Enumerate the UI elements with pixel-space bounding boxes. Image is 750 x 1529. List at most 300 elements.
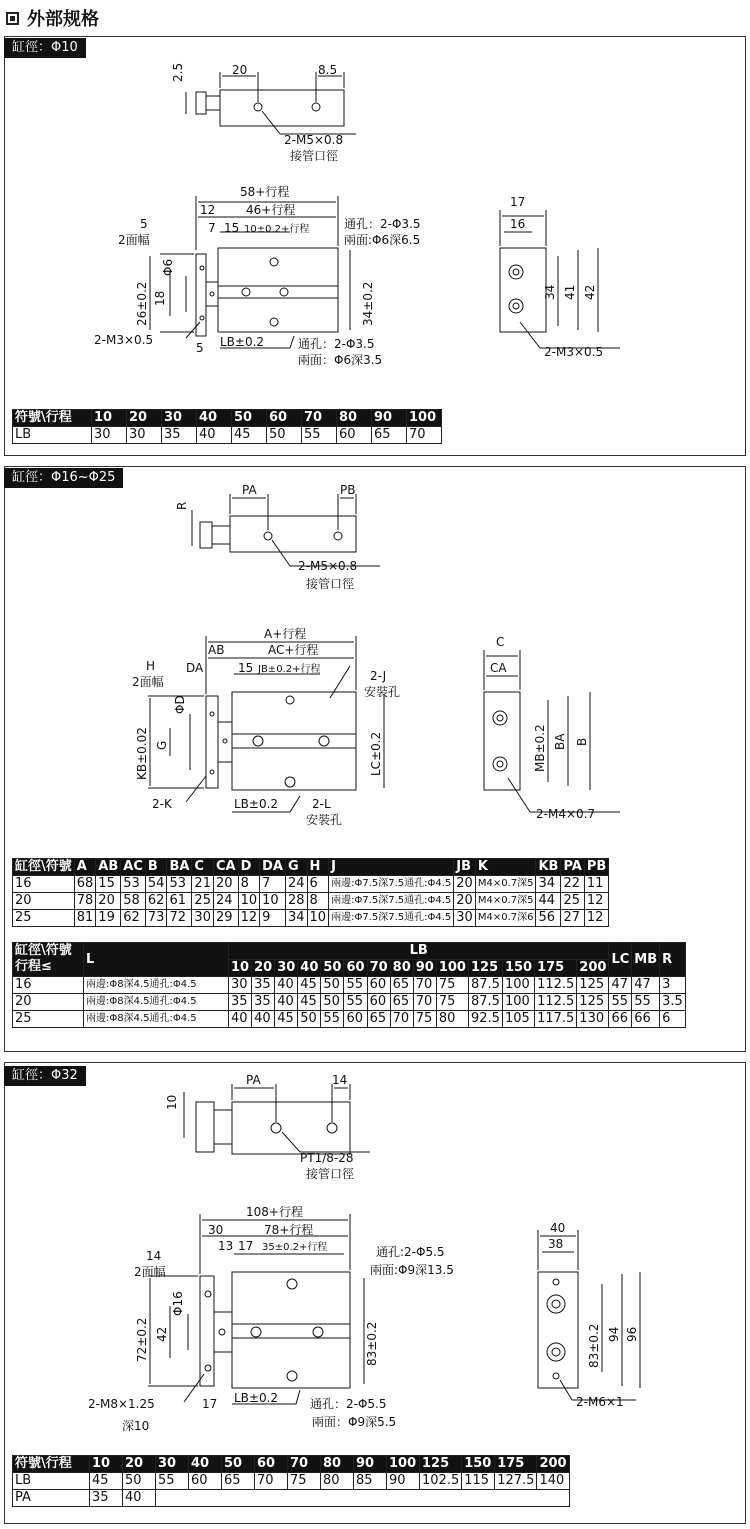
dim-30: 30 — [208, 1223, 224, 1237]
table-cell: 25 — [13, 1011, 84, 1028]
table-cell: 缸徑\符號 — [13, 859, 75, 876]
table-cell: JB — [454, 859, 476, 876]
dim-15: 15 — [238, 661, 254, 675]
table-cell: 24 — [213, 893, 238, 910]
table-phi16-25-lb — [12, 942, 686, 1028]
table-cell: 50 — [298, 1011, 321, 1028]
table-cell: 25 — [13, 910, 75, 927]
thread-m3-side-label: 2-M3×0.5 — [544, 345, 604, 359]
cylinder-body-front-view — [232, 692, 356, 790]
table-cell: 90 — [387, 1473, 420, 1490]
table-cell: 85 — [354, 1473, 387, 1490]
header-label: 行程≤ — [15, 959, 52, 974]
table-cell: 75 — [288, 1473, 321, 1490]
table-cell: J — [329, 859, 454, 876]
table-cell: 100 — [436, 960, 468, 977]
port-thread-label: PT1/8-28 — [300, 1151, 354, 1165]
table-cell: M4×0.7深6 — [475, 910, 536, 927]
table-cell: 35 — [90, 1490, 123, 1507]
table-cell: 25 — [192, 893, 214, 910]
table-cell: 54 — [145, 876, 167, 893]
table-cell: 7 — [260, 876, 286, 893]
dim-41: 41 — [563, 284, 577, 300]
dim-2-5: 2.5 — [171, 62, 185, 82]
table-cell: 24 — [285, 876, 307, 893]
dim-42: 42 — [155, 1326, 169, 1342]
thread-m6-side-label: 2-M6×1 — [576, 1395, 624, 1409]
table-cell: 20 — [96, 893, 121, 910]
table-cell: PA — [561, 859, 584, 876]
header-label: 缸徑\符號 — [15, 943, 72, 958]
table-cell: 20 — [454, 876, 476, 893]
table-cell: 22 — [561, 876, 584, 893]
table-row — [13, 1490, 570, 1507]
dim-pa: PA — [246, 1073, 261, 1087]
table-cell: 81 — [74, 910, 96, 927]
dim-r: R — [175, 501, 189, 510]
table-phi32-lb-pa — [12, 1455, 570, 1507]
dim-17b: 17 — [202, 1397, 218, 1411]
table-cell: 16 — [13, 876, 75, 893]
table-cell: 15 — [96, 876, 121, 893]
dim-10-tol-stroke: 10±0.2+行程 — [244, 224, 310, 235]
table-cell: 50 — [232, 410, 267, 427]
cylinder-body-top-view — [230, 516, 356, 552]
table-cell: 50 — [321, 977, 344, 994]
table-cell: 56 — [536, 910, 561, 927]
table-cell: 60 — [344, 960, 367, 977]
table-cell: M4×0.7深5 — [475, 893, 536, 910]
table-cell: 40 — [298, 960, 321, 977]
dim-a-stroke: A+行程 — [264, 627, 307, 641]
table-cell: 87.5 — [468, 994, 502, 1011]
dim-h: H — [146, 659, 156, 673]
table-cell: 20 — [213, 876, 238, 893]
table-cell: 70 — [390, 1011, 413, 1028]
table-cell: 兩邊:Φ8深4.5通孔:Φ4.5 — [84, 977, 229, 994]
table-cell: 70 — [367, 960, 390, 977]
table-cell: 140 — [537, 1473, 570, 1490]
port-thread-label: 2-M5×0.8 — [298, 559, 358, 573]
table-cell: 10 — [238, 893, 260, 910]
table-cell: 130 — [577, 1011, 609, 1028]
dim-lb-tol: LB±0.2 — [234, 1391, 279, 1405]
dim-42: 42 — [583, 284, 597, 300]
table-cell: 125 — [420, 1456, 462, 1473]
table-cell: 100 — [502, 977, 534, 994]
table-cell: 8 — [307, 893, 329, 910]
table-cell: 68 — [74, 876, 96, 893]
dim-g: G — [155, 740, 169, 750]
table-cell: 50 — [321, 994, 344, 1011]
dim-lc-tol: LC±0.2 — [369, 731, 383, 776]
table-cell: 20 — [13, 994, 84, 1011]
table-cell: 70 — [288, 1456, 321, 1473]
dim-20: 20 — [232, 63, 248, 77]
table-cell: 兩邊:Φ7.5深7.5通孔:Φ4.5 — [329, 910, 454, 927]
table-cell: 6 — [660, 1011, 686, 1028]
table-cell: 25 — [561, 893, 584, 910]
table-cell: 175 — [535, 960, 577, 977]
table-cell: 30 — [127, 427, 162, 444]
drawing-phi32 — [0, 1062, 750, 1462]
table-cell: H — [307, 859, 329, 876]
dim-13: 13 — [218, 1239, 234, 1253]
dim-16: 16 — [510, 217, 526, 231]
table-cell: PA — [13, 1490, 90, 1507]
table-cell: 35 — [162, 427, 197, 444]
table-cell: 30 — [229, 977, 252, 994]
table-cell: 102.5 — [420, 1473, 462, 1490]
table-cell: 62 — [121, 910, 146, 927]
table-cell: 3 — [660, 977, 686, 994]
counterbore-label: 兩面:Φ6深6.5 — [344, 233, 421, 247]
table-cell: 20 — [127, 410, 162, 427]
table-cell: 符號\行程 — [13, 410, 92, 427]
table-cell: 30 — [92, 427, 127, 444]
dim-pb: PB — [340, 483, 356, 497]
table-cell: 30 — [275, 960, 298, 977]
table-row — [13, 1011, 686, 1028]
table-cell: G — [285, 859, 307, 876]
table-cell: 66 — [632, 1011, 660, 1028]
dim-78-stroke: 78+行程 — [264, 1223, 314, 1237]
table-cell: 80 — [321, 1456, 354, 1473]
dim-c: C — [496, 635, 505, 649]
table-cell: 35 — [252, 977, 275, 994]
table-cell-empty — [156, 1490, 570, 1507]
thread-k-label: 2-K — [152, 797, 172, 811]
dim-phi-d: ΦD — [173, 695, 187, 714]
dim-83-tol: 83±0.2 — [365, 1321, 379, 1366]
table-cell: 55 — [321, 1011, 344, 1028]
thread-l-label: 2-L — [312, 797, 331, 811]
table-cell: 10 — [90, 1456, 123, 1473]
dim-ab: AB — [208, 643, 225, 657]
dim-lb-tol: LB±0.2 — [220, 335, 265, 349]
dim-5: 5 — [140, 217, 148, 231]
table-row — [13, 893, 609, 910]
table-cell: 112.5 — [535, 994, 577, 1011]
table-row — [13, 1473, 570, 1490]
table-cell: 70 — [302, 410, 337, 427]
table-cell: 10 — [260, 893, 286, 910]
table-cell: 50 — [222, 1456, 255, 1473]
table-cell: 60 — [337, 427, 372, 444]
table-cell: 44 — [536, 893, 561, 910]
through-hole-label-2: 通孔：2-Φ3.5 — [298, 337, 375, 351]
table-row — [13, 977, 686, 994]
table-cell: 45 — [232, 427, 267, 444]
dim-8-5: 8.5 — [318, 63, 338, 77]
table-cell: 65 — [390, 977, 413, 994]
counterbore-label-2: 兩面：Φ6深3.5 — [298, 353, 383, 367]
table-cell: 10 — [92, 410, 127, 427]
dim-14-flat: 14 — [146, 1249, 162, 1263]
table-cell: 9 — [260, 910, 286, 927]
square-bullet-icon — [6, 12, 19, 25]
table-cell: 80 — [321, 1473, 354, 1490]
table-cell: 65 — [390, 994, 413, 1011]
dim-18: 18 — [153, 290, 167, 306]
dim-34-tol: 34±0.2 — [361, 281, 375, 326]
dim-jb-tol-stroke: JB±0.2+行程 — [258, 664, 321, 675]
table-row — [13, 876, 609, 893]
table-row — [13, 994, 686, 1011]
table-cell: 127.5 — [495, 1473, 537, 1490]
table-cell: 53 — [167, 876, 192, 893]
dim-phi6: Φ6 — [161, 258, 175, 276]
flat-width-label: 2面幅 — [132, 675, 164, 689]
cylinder-side-view — [538, 1272, 578, 1388]
table-cell: 30 — [156, 1456, 189, 1473]
table-cell: A — [74, 859, 96, 876]
thread-j-label: 2-J — [370, 669, 387, 683]
table-cell: 75 — [436, 977, 468, 994]
table-cell: 60 — [255, 1456, 288, 1473]
table-cell: 55 — [302, 427, 337, 444]
through-hole-label: 通孔：2-Φ3.5 — [344, 217, 421, 231]
dim-pa: PA — [242, 483, 257, 497]
dim-34: 34 — [543, 284, 557, 300]
table-cell: 45 — [275, 1011, 298, 1028]
dim-94: 94 — [607, 1326, 621, 1342]
table-cell: 6 — [307, 876, 329, 893]
table-cell: 100 — [407, 410, 442, 427]
table-cell: 55 — [344, 994, 367, 1011]
port-label: 接管口徑 — [306, 577, 355, 591]
table-cell: 70 — [407, 427, 442, 444]
table-cell: 47 — [632, 977, 660, 994]
table-cell: 21 — [192, 876, 214, 893]
table-cell: M4×0.7深5 — [475, 876, 536, 893]
table-cell: 100 — [502, 994, 534, 1011]
table-cell: LB — [13, 427, 92, 444]
table-cell: LC — [609, 943, 632, 977]
dim-35-tol-stroke: 35±0.2+行程 — [262, 1242, 328, 1253]
thread-m3-label: 2-M3×0.5 — [94, 333, 154, 347]
dim-38: 38 — [548, 1237, 564, 1251]
dim-b: B — [575, 737, 589, 746]
table-cell: 87.5 — [468, 977, 502, 994]
table-cell: 70 — [255, 1473, 288, 1490]
table-cell: 175 — [495, 1456, 537, 1473]
dim-108-stroke: 108+行程 — [246, 1205, 303, 1219]
drawing-phi10 — [0, 36, 750, 456]
table-cell: 30 — [454, 910, 476, 927]
section-tag-phi10: 缸徑：Φ10 — [4, 38, 86, 58]
table-cell: 73 — [145, 910, 167, 927]
table-cell: 19 — [96, 910, 121, 927]
table-cell: 90 — [372, 410, 407, 427]
table-cell: AB — [96, 859, 121, 876]
table-cell: 45 — [298, 994, 321, 1011]
through-hole-label: 通孔:2-Φ5.5 — [376, 1245, 445, 1259]
section-tag-phi16-25: 缸徑：Φ16~Φ25 — [4, 468, 123, 488]
table-cell: 55 — [609, 994, 632, 1011]
dim-ca: CA — [490, 661, 507, 675]
table-cell: 12 — [238, 910, 260, 927]
table-cell: 200 — [537, 1456, 570, 1473]
table-cell: 34 — [285, 910, 307, 927]
table-cell: 78 — [74, 893, 96, 910]
table-cell: 12 — [584, 910, 608, 927]
dim-15: 15 — [224, 221, 240, 235]
table-cell: 40 — [275, 994, 298, 1011]
table-cell: 3.5 — [660, 994, 686, 1011]
counterbore-label: 兩面:Φ9深13.5 — [370, 1263, 454, 1277]
table-cell: 30 — [192, 910, 214, 927]
table-cell: 60 — [267, 410, 302, 427]
table-cell: 105 — [502, 1011, 534, 1028]
table-cell: 10 — [307, 910, 329, 927]
table-cell: 125 — [468, 960, 502, 977]
dim-ba: BA — [553, 733, 567, 750]
table-cell: 10 — [229, 960, 252, 977]
table-cell: 16 — [13, 977, 84, 994]
table-cell: D — [238, 859, 260, 876]
table-cell: 80 — [436, 1011, 468, 1028]
dim-17: 17 — [510, 195, 526, 209]
table-cell: 40 — [189, 1456, 222, 1473]
page-title: 外部规格 — [27, 9, 99, 30]
dim-12: 12 — [200, 203, 216, 217]
dim-7: 7 — [208, 221, 216, 235]
table-cell: 65 — [367, 1011, 390, 1028]
table-cell: 70 — [413, 994, 436, 1011]
dim-10: 10 — [165, 1094, 179, 1110]
flat-width-label: 2面幅 — [118, 233, 150, 247]
table-cell: R — [660, 943, 686, 977]
dim-58-stroke: 58+行程 — [240, 185, 290, 199]
section-header — [6, 6, 99, 30]
table-cell: 45 — [90, 1473, 123, 1490]
table-cell: 40 — [229, 1011, 252, 1028]
dim-mb-tol: MB±0.2 — [533, 724, 547, 772]
table-cell: 72 — [167, 910, 192, 927]
table-cell: K — [475, 859, 536, 876]
table-cell: 125 — [577, 977, 609, 994]
dim-lb-tol: LB±0.2 — [234, 797, 279, 811]
table-cell: 11 — [584, 876, 608, 893]
table-cell: 90 — [354, 1456, 387, 1473]
table-cell: 100 — [387, 1456, 420, 1473]
table-cell: 20 — [454, 893, 476, 910]
dim-40: 40 — [550, 1221, 566, 1235]
table-cell: KB — [536, 859, 561, 876]
dim-17: 17 — [238, 1239, 254, 1253]
dim-da: DA — [186, 661, 204, 675]
table-cell: 150 — [502, 960, 534, 977]
table-cell: 符號\行程 — [13, 1456, 90, 1473]
thread-m4-side-label: 2-M4×0.7 — [536, 807, 596, 821]
section-tag-phi32: 缸徑：Φ32 — [4, 1066, 86, 1086]
table-cell: 55 — [632, 994, 660, 1011]
table-cell: 62 — [145, 893, 167, 910]
table-cell: CA — [213, 859, 238, 876]
table-cell: 80 — [337, 410, 372, 427]
counterbore-label-2: 兩面：Φ9深5.5 — [312, 1415, 397, 1429]
table-cell: 60 — [344, 1011, 367, 1028]
thread-m8-label: 2-M8×1.25 — [88, 1397, 155, 1411]
dim-kb-tol: KB±0.02 — [135, 727, 149, 780]
table-cell: 45 — [298, 977, 321, 994]
dim-72-tol: 72±0.2 — [135, 1317, 149, 1362]
table-cell: 30 — [162, 410, 197, 427]
table-row — [13, 910, 609, 927]
table-cell: 117.5 — [535, 1011, 577, 1028]
table-cell: 65 — [222, 1473, 255, 1490]
table-cell: 60 — [189, 1473, 222, 1490]
cylinder-body-top-view — [220, 90, 344, 126]
table-cell: 92.5 — [468, 1011, 502, 1028]
table-cell: 50 — [267, 427, 302, 444]
table-cell: B — [145, 859, 167, 876]
piston-end-top-view — [196, 92, 206, 114]
table-cell: 40 — [123, 1490, 156, 1507]
table-cell: 35 — [229, 994, 252, 1011]
table-cell: 40 — [197, 410, 232, 427]
table-cell: 兩邊:Φ8深4.5通孔:Φ4.5 — [84, 1011, 229, 1028]
table-cell: 12 — [584, 893, 608, 910]
cylinder-side-view — [484, 692, 520, 790]
cylinder-side-view — [500, 248, 546, 332]
table-cell: 兩邊:Φ7.5深7.5通孔:Φ4.5 — [329, 893, 454, 910]
table-cell: 80 — [390, 960, 413, 977]
port-label: 接管口徑 — [306, 1167, 355, 1181]
table-cell: 125 — [577, 994, 609, 1011]
dim-83-tol-side: 83±0.2 — [587, 1323, 601, 1368]
table-cell: 50 — [321, 960, 344, 977]
table-cell: 8 — [238, 876, 260, 893]
table-cell: 112.5 — [535, 977, 577, 994]
table-cell: 20 — [13, 893, 75, 910]
table-cell: 兩邊:Φ8深4.5通孔:Φ4.5 — [84, 994, 229, 1011]
dim-14: 14 — [332, 1073, 348, 1087]
thread-depth-label: 深10 — [122, 1419, 150, 1433]
table-cell: MB — [632, 943, 660, 977]
table-cell: AC — [121, 859, 146, 876]
table-phi16-25-dims — [12, 858, 609, 927]
table-cell: 58 — [121, 893, 146, 910]
table-cell — [13, 943, 84, 977]
table-cell: 兩邊:Φ7.5深7.5通孔:Φ4.5 — [329, 876, 454, 893]
table-cell: 90 — [413, 960, 436, 977]
table-cell: 150 — [462, 1456, 495, 1473]
through-hole-label-2: 通孔：2-Φ5.5 — [310, 1397, 387, 1411]
table-cell: 20 — [252, 960, 275, 977]
drawing-phi16-25 — [0, 466, 750, 866]
port-label: 接管口徑 — [290, 149, 339, 163]
table-cell: 75 — [413, 1011, 436, 1028]
table-cell: 65 — [372, 427, 407, 444]
flat-width-label: 2面幅 — [134, 1265, 166, 1279]
table-cell: 50 — [123, 1473, 156, 1490]
table-cell: 55 — [344, 977, 367, 994]
table-cell: 40 — [252, 1011, 275, 1028]
table-cell: 115 — [462, 1473, 495, 1490]
table-cell: 40 — [275, 977, 298, 994]
dim-46-stroke: 46+行程 — [246, 203, 296, 217]
table-cell: LB — [229, 943, 609, 960]
table-cell: 47 — [609, 977, 632, 994]
table-cell: 35 — [252, 994, 275, 1011]
table-cell: BA — [167, 859, 192, 876]
table-cell: 20 — [123, 1456, 156, 1473]
table-cell: 29 — [213, 910, 238, 927]
table-cell: 28 — [285, 893, 307, 910]
dim-5b: 5 — [196, 341, 204, 355]
